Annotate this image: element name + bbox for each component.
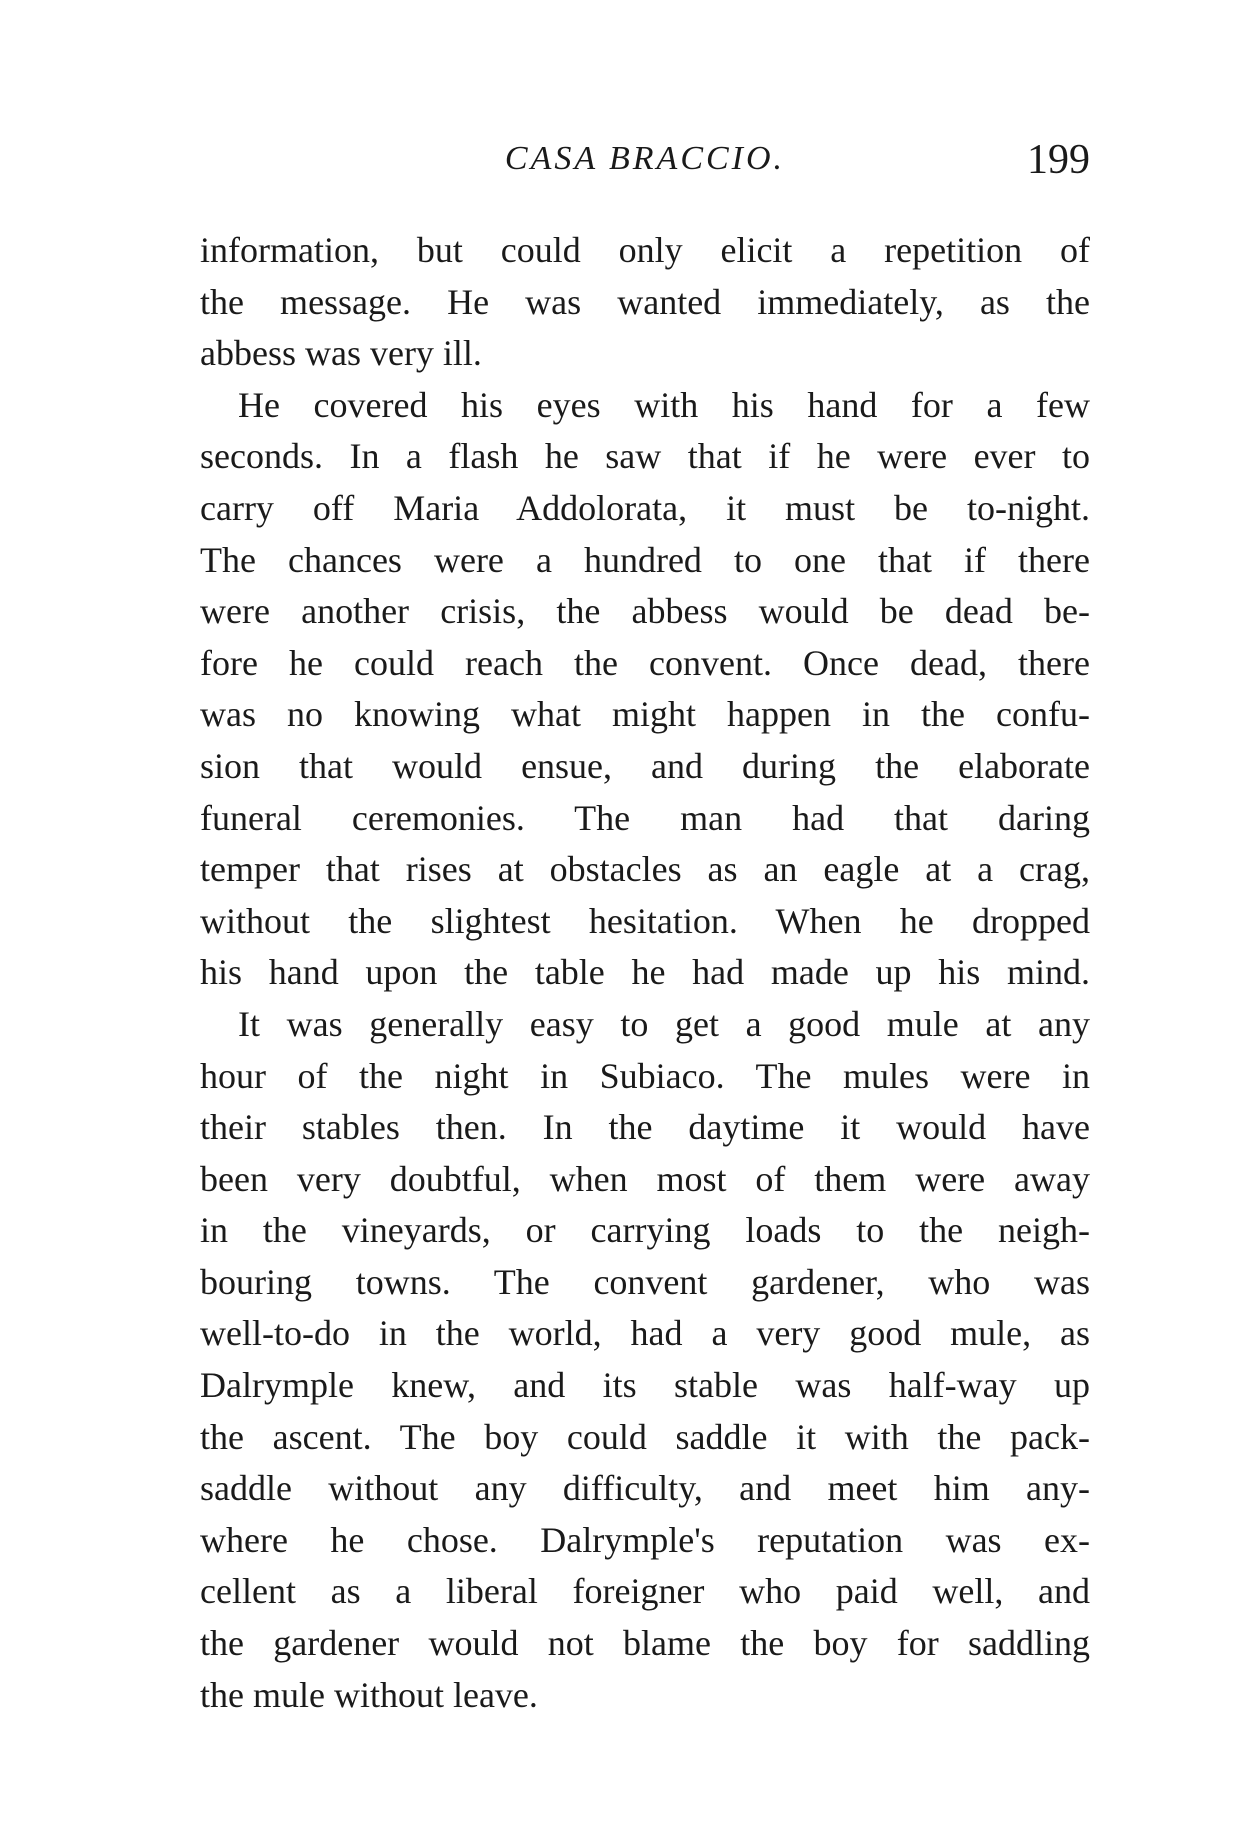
text-line: cellent as a liberal foreigner who paid well, and (200, 1571, 1090, 1612)
text-line: bouring towns. The convent gardener, who was (200, 1261, 1090, 1302)
running-header (200, 136, 1090, 186)
text-line: their stables then. In the daytime it would have (200, 1107, 1090, 1148)
text-line: seconds. In a flash he saw that if he were ever to (200, 436, 1090, 477)
text-line: information, but could only elicit a repetition of (200, 230, 1090, 270)
text-line: Dalrymple knew, and its stable was half-way up (200, 1365, 1090, 1406)
text-line: sion that would ensue, and during the elaborate (200, 745, 1090, 786)
text-line: funeral ceremonies. The man had that daring (200, 797, 1090, 838)
text-line: the ascent. The boy could saddle it with the pack- (200, 1416, 1090, 1457)
text-line: the mule without leave. (200, 1674, 538, 1715)
text-line: was no knowing what might happen in the confu- (200, 694, 1090, 735)
page-number: 199 (1027, 137, 1090, 183)
body-text (200, 225, 1090, 1721)
text-line: in the vineyards, or carrying loads to the neigh- (200, 1210, 1090, 1251)
text-line: fore he could reach the convent. Once dead, there (200, 642, 1090, 683)
text-line: hour of the night in Subiaco. The mules were in (200, 1055, 1090, 1096)
text-line: were another crisis, the abbess would be dead be- (200, 591, 1090, 632)
text-line: saddle without any difficulty, and meet him any- (200, 1468, 1090, 1509)
text-line: where he chose. Dalrymple's reputation was ex- (200, 1519, 1090, 1560)
text-line: He covered his eyes with his hand for a few (238, 384, 1090, 425)
text-line: the message. He was wanted immediately, as the (200, 281, 1090, 322)
text-line: abbess was very ill. (200, 333, 482, 374)
text-line: been very doubtful, when most of them were away (200, 1158, 1090, 1199)
text-line: well-to-do in the world, had a very good mule, as (200, 1313, 1090, 1354)
running-title: CASA BRACCIO. (504, 140, 786, 177)
text-line: the gardener would not blame the boy for saddling (200, 1623, 1090, 1664)
text-line: The chances were a hundred to one that if there (200, 539, 1090, 580)
text-line: temper that rises at obstacles as an eagle at a crag, (200, 849, 1090, 890)
text-line: It was generally easy to get a good mule at any (238, 1003, 1090, 1044)
text-line: without the slightest hesitation. When he dropped (200, 900, 1090, 941)
text-line: his hand upon the table he had made up his mind. (200, 952, 1090, 993)
text-line: carry off Maria Addolorata, it must be to-night. (200, 487, 1090, 528)
